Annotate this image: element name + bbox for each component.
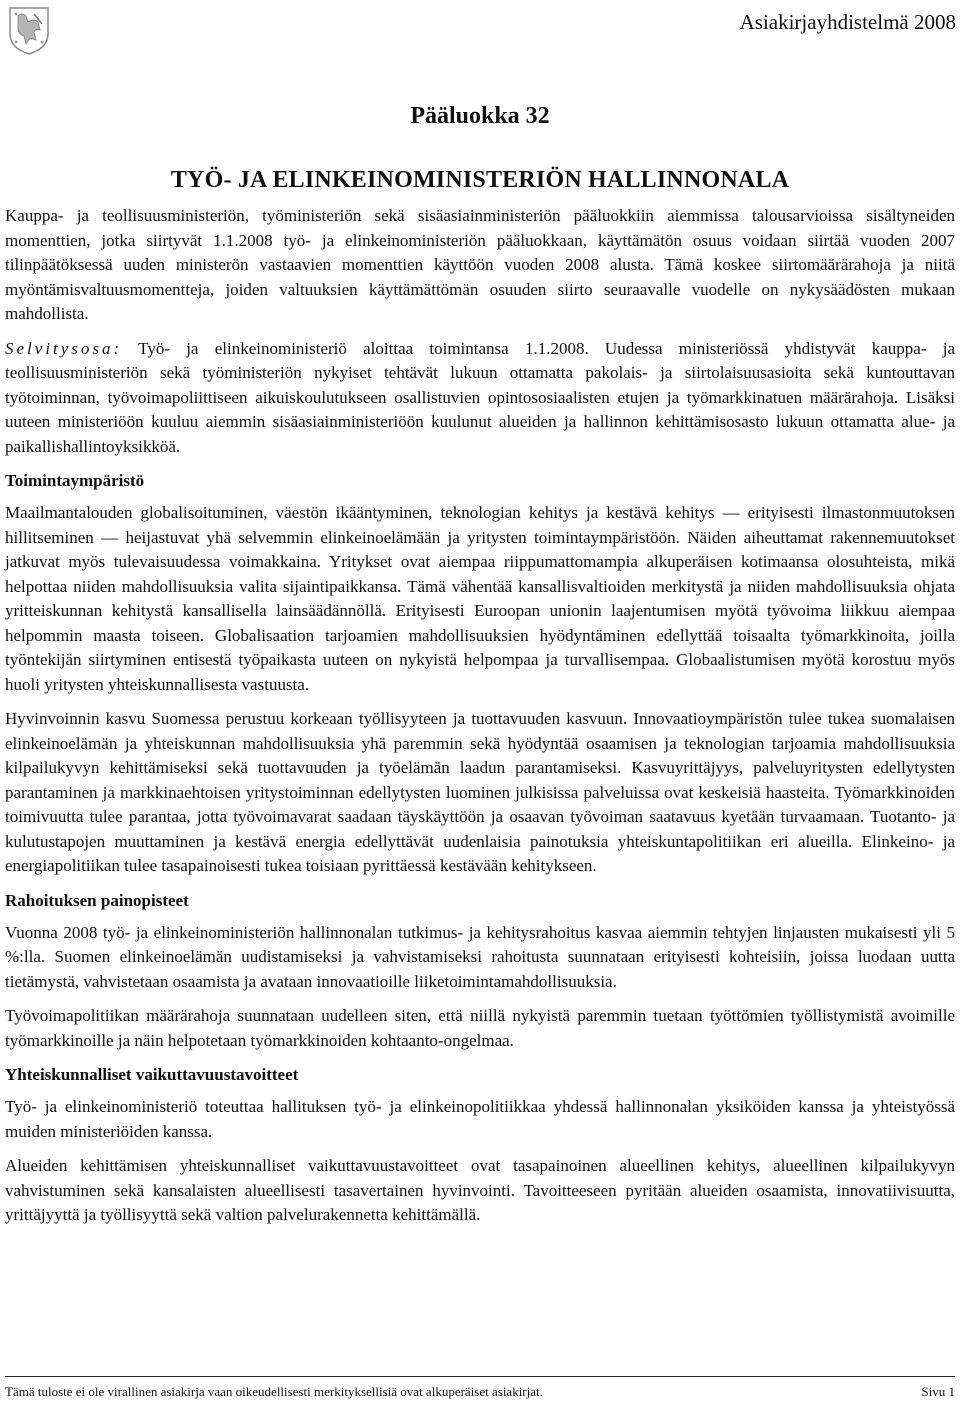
page-number: Sivu 1	[921, 1384, 955, 1399]
section-heading-toimintaymparisto: Toimintaympäristö	[5, 471, 145, 490]
footer-disclaimer: Tämä tuloste ei ole virallinen asiakirja vaan oikeudellisesti merkityksellisiä ovat alkuperäiset asiakirjat.	[5, 1384, 543, 1399]
footer-divider	[5, 1376, 955, 1377]
selvitysosa-label: Selvitysosa:	[5, 338, 123, 358]
vaikuttavuus-paragraph-1: Työ- ja elinkeinoministeriö toteuttaa hallituksen työ- ja elinkeinopolitiikkaa yhdessä hallinnonalan yksiköiden kanssa ja yhteistyössä muiden ministeriöiden kanssa.	[5, 1097, 955, 1141]
finnish-lion-crest-icon	[4, 4, 54, 56]
document-type-label: Asiakirjayhdistelmä 2008	[739, 10, 956, 34]
toimintaymparisto-paragraph-1: Maailmantalouden globalisoituminen, väestön ikääntyminen, teknologian kehitys ja kestävä kehitys — erityisesti ilmastonmuutoksen hillitseminen — heijastuvat yhä selvemmin elinkeinoelämään ja yritysten toimintaympäristöön. Näiden aiheuttamat rakennemuutokset jatkuvat myös tulevaisuudessa voimakkaina. Yritykset ovat aiempaa riippumattomampia alkuperäisen kotimaansa olosuhteista, mikä helpottaa niiden mahdollisuuksia valita sijaintipaikkansa. Tämä vähentää kansallisvaltioiden merkitystä ja niiden mahdollisuuksia ohjata yritteiskunnan kehitystä kansallisella lainsäädännöllä. Erityisesti Euroopan unionin laajentumisen myötä työvoima liikkuu aiempaa helpommin maasta toiseen. Globalisaation tarjoamien mahdollisuuksien hyödyntäminen edellyttää toisaalta työmarkkinoita, joilla työntekijän siirtyminen entisestä työpaikasta uuteen on nykyistä helpompaa ja turvallisempaa. Globaalistumisen myötä korostuu myös huoli yritysten yhteiskunnallisesta vastuusta.	[5, 503, 955, 694]
rahoitus-paragraph-1: Vuonna 2008 työ- ja elinkeinoministeriön hallinnonalan tutkimus- ja kehitysrahoitus kasvaa aiemmin tehtyjen linjausten mukaisesti yli 5 %:lla. Suomen elinkeinoelämän uudistamiseksi ja vahvistamiseksi rahoitusta suunnataan erityisesti kohteisiin, joissa luodaan uutta tietämystä, vahvistetaan osaamista ja avataan innovaatioille liiketoimintamahdollisuuksia.	[5, 922, 955, 991]
vaikuttavuus-paragraph-2: Alueiden kehittämisen yhteiskunnalliset vaikuttavuustavoitteet ovat tasapainoinen alueellinen kehitys, alueellinen kilpailukyvyn vahvistuminen sekä kansalaisten alueellisesti tasavertainen hyvinvointi. Tavoitteeseen pyritään alueiden osaamista, innovatiivisuutta, yrittäjyyttä ja työllisyyttä sekä valtion palvelurakennetta kehittämällä.	[5, 1156, 955, 1224]
section-heading-vaikuttavuustavoitteet: Yhteiskunnalliset vaikuttavuustavoitteet	[5, 1065, 299, 1084]
title-block	[0, 100, 960, 196]
main-class-title: Pääluokka 32	[410, 103, 550, 129]
toimintaymparisto-paragraph-2: Hyvinvoinnin kasvu Suomessa perustuu korkeaan työllisyyteen ja tuottavuuden kasvuun. Innovaatioympäristön tulee tukea suomalaisen elinkeinoelämän ja yhteiskunnan mahdollisuuksia yhä paremmin sekä hyödyntää osaamisen ja teknologian tarjoamia mahdollisuuksia kilpailukyvyn kehittämiseksi sekä tuottavuuden ja työelämän laadun parantamiseksi. Kasvuyrittäjyys, palveluyritysten edellytysten parantaminen ja markkinaehtoisen yritystoiminnan edellytysten luominen julkisissa palveluissa ovat keskeisiä haasteita. Työmarkkinoiden toimivuutta tulee parantaa, jotta työvoimavarat saadaan täyskäyttöön ja osaavan työvoiman saatavuus kyetään turvaamaan. Tuotanto- ja kulutustapojen muuttaminen ja kestävä energia edellyttävät uudenlaisia painotuksia yhteiskuntapolitiikan eri alueilla. Elinkeino- ja energiapolitiikan tulee tasapainoisesti tukea toisiaan pyrittäessä kestävään kehitykseen.	[5, 709, 955, 875]
page-footer	[5, 1376, 955, 1402]
rahoitus-paragraph-2: Työvoimapolitiikan määrärahoja suunnataan uudelleen siten, että niillä nykyistä paremmin tuetaan työttömien työllistymistä avoimille työmarkkinoille ja näin helpotetaan työmarkkinoiden kohtaanto-ongelmaa.	[5, 1006, 955, 1050]
document-body	[5, 204, 955, 1238]
selvitysosa-text: Työ- ja elinkeinoministeriö aloittaa toimintansa 1.1.2008. Uudessa ministeriössä yhdistyvät kauppa- ja teollisuusministeriön sekä työministeriön nykyiset tehtävät lukuun ottamatta pakolais- ja siirtolaisuusasioita sekä kuntouttavan työtoiminnan, työvoimapoliittiseen aikuiskoulutukseen osallistuvien opintososiaalisten etujen ja työmarkkinatuen määrärahoja. Lisäksi uuteen ministeriöön kuuluu aiemmin sisäasiainministeriöön kuulunut alueiden ja hallinnon kehittämisosasto lukuun ottamatta alue- ja paikallishallintoyksikköä.	[5, 338, 955, 456]
intro-paragraph: Kauppa- ja teollisuusministeriön, työministeriön sekä sisäasiainministeriön pääluokkiin aiemmissa talousarvioissa sisältyneiden momenttien, jotka siirtyvät 1.1.2008 työ- ja elinkeinoministeriön pääluokkaan, käyttämätön osuus voidaan siirtää vuoden 2007 tilinpäätöksessä uuden ministerön vastaavien momenttien käyttöön vuoden 2008 alusta. Tämä koskee siirtomäärärahoja ja niitä myöntämisvaltuusmomentteja, joiden valtuuksien käyttämättömän osuuden siirto seuraavalle vuodelle on nykysäädösten mukaan mahdollista.	[5, 206, 955, 323]
section-heading-rahoituksen-painopisteet: Rahoituksen painopisteet	[5, 890, 189, 910]
page-header	[0, 0, 960, 60]
administrative-branch-title: TYÖ- JA ELINKEINOMINISTERIÖN HALLINNONALA	[170, 167, 790, 193]
selvitysosa-paragraph	[5, 337, 955, 460]
